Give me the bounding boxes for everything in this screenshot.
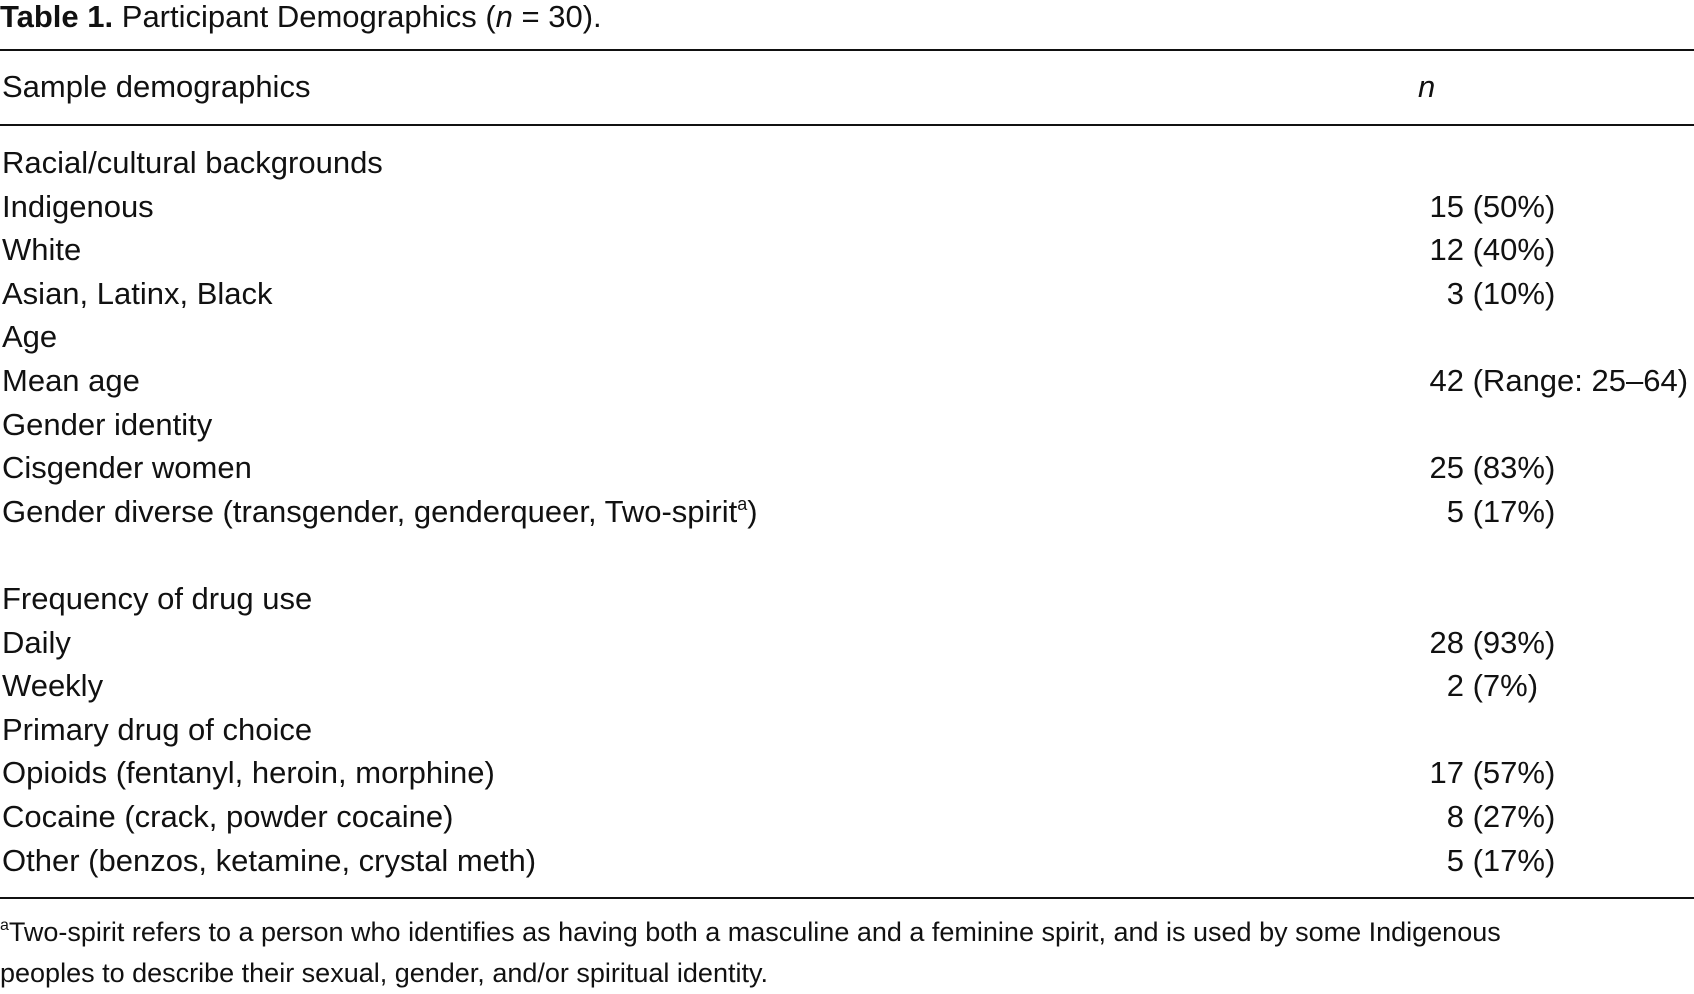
row-value xyxy=(1418,795,1555,839)
row-label: Opioids (fentanyl, heroin, morphine) xyxy=(2,755,495,791)
header-n: n xyxy=(1418,69,1436,104)
row-label xyxy=(2,490,758,534)
row-value xyxy=(1418,621,1555,665)
row-count: 2 xyxy=(1446,668,1464,704)
spacer-row xyxy=(0,533,1694,577)
row-label: Primary drug of choice xyxy=(2,711,313,747)
table-caption xyxy=(0,0,602,38)
row-label: Frequency of drug use xyxy=(2,580,313,616)
table-row xyxy=(0,708,1694,752)
footnote-marker: a xyxy=(0,917,9,934)
row-label: Cisgender women xyxy=(2,450,252,486)
row-value xyxy=(1418,751,1555,795)
table-title-post: = 30). xyxy=(512,0,602,34)
row-value xyxy=(1418,359,1688,403)
row-count: 5 xyxy=(1446,493,1464,529)
row-detail: (93%) xyxy=(1464,624,1556,660)
row-detail: (57%) xyxy=(1464,755,1556,791)
table-row xyxy=(0,141,1694,185)
row-label: Racial/cultural backgrounds xyxy=(2,145,383,180)
row-detail: (7%) xyxy=(1464,668,1539,704)
table-row xyxy=(0,795,1694,839)
row-count: 8 xyxy=(1446,798,1464,834)
row-label: Daily xyxy=(2,624,71,660)
row-detail: (17%) xyxy=(1464,493,1556,529)
table-title-n: n xyxy=(495,0,513,34)
row-label: Indigenous xyxy=(2,188,154,224)
row-detail: (10%) xyxy=(1464,275,1556,311)
row-count: 3 xyxy=(1446,275,1464,311)
row-count: 15 xyxy=(1429,188,1464,224)
table-row xyxy=(0,839,1694,883)
row-value xyxy=(1418,228,1555,272)
row-value xyxy=(1418,839,1555,883)
table-label: Table 1. xyxy=(0,0,114,34)
row-label: Weekly xyxy=(2,668,104,704)
row-count: 12 xyxy=(1429,232,1464,268)
footnote-text-1: Two-spirit refers to a person who identifies as having both a masculine and a feminine spirit, and is used by some Indigenous xyxy=(8,917,1501,947)
row-value xyxy=(1418,490,1555,534)
row-detail: (Range: 25–64) xyxy=(1464,362,1689,398)
table-body xyxy=(0,141,1694,882)
row-label: Gender identity xyxy=(2,406,213,442)
row-detail: (50%) xyxy=(1464,188,1556,224)
table-row xyxy=(0,446,1694,490)
row-detail: (17%) xyxy=(1464,842,1556,878)
row-value xyxy=(1418,185,1555,229)
row-detail: (40%) xyxy=(1464,232,1556,268)
table-row xyxy=(0,621,1694,665)
table-row xyxy=(0,359,1694,403)
row-label: Age xyxy=(2,319,58,355)
footnote-line-2: peoples to describe their sexual, gender, and/or spiritual identity. xyxy=(0,958,768,988)
row-label: Asian, Latinx, Black xyxy=(2,275,273,311)
row-value xyxy=(1418,664,1538,708)
top-rule xyxy=(0,49,1694,51)
row-count: 25 xyxy=(1429,450,1464,486)
table-row xyxy=(0,751,1694,795)
table-title-pre: Participant Demographics ( xyxy=(121,0,496,34)
row-value xyxy=(1418,446,1555,490)
table-header-row xyxy=(0,67,1694,107)
table-row xyxy=(0,272,1694,316)
table-row xyxy=(0,577,1694,621)
row-detail: (27%) xyxy=(1464,798,1556,834)
table-row xyxy=(0,403,1694,447)
row-detail: (83%) xyxy=(1464,450,1556,486)
row-label-end: ) xyxy=(747,493,758,529)
table-row xyxy=(0,185,1694,229)
row-count: 5 xyxy=(1446,842,1464,878)
table-row xyxy=(0,315,1694,359)
table-row xyxy=(0,228,1694,272)
bottom-rule xyxy=(0,897,1694,899)
header-sample-demographics: Sample demographics xyxy=(2,69,311,104)
row-count: 42 xyxy=(1429,362,1464,398)
footnote-line-1 xyxy=(0,912,1694,953)
footnote-marker: a xyxy=(737,493,748,514)
row-label: Other (benzos, ketamine, crystal meth) xyxy=(2,842,537,878)
row-count: 28 xyxy=(1429,624,1464,660)
table-row xyxy=(0,490,1694,534)
row-count: 17 xyxy=(1429,755,1464,791)
row-label-text: Gender diverse (transgender, genderqueer, Two-spirit xyxy=(2,493,738,529)
table-footnote xyxy=(0,912,1694,994)
row-label: White xyxy=(2,232,82,268)
row-value xyxy=(1418,272,1555,316)
table-row xyxy=(0,664,1694,708)
row-label: Cocaine (crack, powder cocaine) xyxy=(2,798,454,834)
header-rule xyxy=(0,124,1694,126)
row-label: Mean age xyxy=(2,362,140,398)
